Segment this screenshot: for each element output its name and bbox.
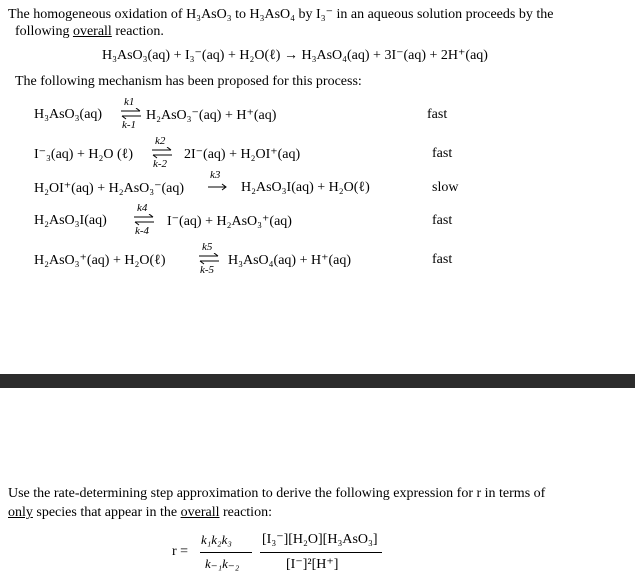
intro-line-2: following overall reaction. — [15, 24, 164, 39]
step-2-left: I⁻₃(aq) + H₂O (ℓ) — [34, 147, 133, 162]
step-5-equilibrium-arrow: k5 k-5 — [198, 241, 220, 277]
step-4-right: I⁻(aq) + H₂AsO₃⁺(aq) — [167, 214, 292, 229]
step-2-speed: fast — [432, 146, 453, 161]
k-fraction-bar — [200, 552, 252, 553]
mechanism-intro: The following mechanism has been proposed for this process: — [15, 74, 362, 89]
step-3-right: H₂AsO₃I(aq) + H₂O(ℓ) — [241, 180, 370, 195]
rate-k-numerator: k₁k₂k₃ — [201, 532, 232, 547]
step-2-equilibrium-arrow: k2 k-2 — [151, 135, 173, 171]
step-3-speed: slow — [432, 180, 459, 195]
step-5-left: H₂AsO₃⁺(aq) + H₂O(ℓ) — [34, 253, 166, 268]
question-line-1: Use the rate-determining step approximation to derive the following expression for r in terms of — [8, 486, 546, 501]
rate-conc-denominator: [I⁻]²[H⁺] — [286, 557, 339, 572]
step-3-forward-arrow: k3 — [206, 169, 228, 205]
step-5-right: H₃AsO₄(aq) + H⁺(aq) — [228, 253, 352, 268]
step-4-equilibrium-arrow: k4 k-4 — [133, 202, 155, 238]
step-1-left: H₃AsO₃(aq) — [34, 107, 103, 122]
section-divider — [0, 374, 635, 388]
step-4-speed: fast — [432, 213, 453, 228]
step-5-speed: fast — [432, 252, 453, 267]
rate-conc-numerator: [I₃⁻][H₂O][H₃AsO₃] — [262, 532, 378, 547]
step-1-right: H₂AsO₃⁻(aq) + H⁺(aq) — [146, 108, 277, 123]
step-4-left: H₂AsO₃I(aq) — [34, 213, 107, 228]
step-2-right: 2I⁻(aq) + H₂OI⁺(aq) — [184, 147, 301, 162]
overall-reaction: H₃AsO₃(aq) + I₃⁻(aq) + H₂O(ℓ) → H₃AsO₄(aq) + 3I⁻(aq) + 2H⁺(aq) — [102, 48, 488, 63]
step-1-equilibrium-arrow: k1 k-1 — [120, 96, 142, 132]
rate-lhs: r = — [172, 544, 189, 559]
rate-k-denominator: k₋₁k₋₂ — [205, 556, 240, 571]
overall-underlined: overall — [72, 24, 112, 39]
step-3-left: H₂OI⁺(aq) + H₂AsO₃⁻(aq) — [34, 181, 185, 196]
step-1-speed: fast — [427, 107, 448, 122]
question-line-2: only species that appear in the overall reaction: — [8, 505, 272, 520]
forward-arrow-icon — [206, 181, 228, 193]
conc-fraction-bar — [260, 552, 382, 553]
intro-line-1: The homogeneous oxidation of H₃AsO₃ to H₃AsO₄ by I₃⁻ in an aqueous solution proceeds by the — [8, 7, 554, 22]
